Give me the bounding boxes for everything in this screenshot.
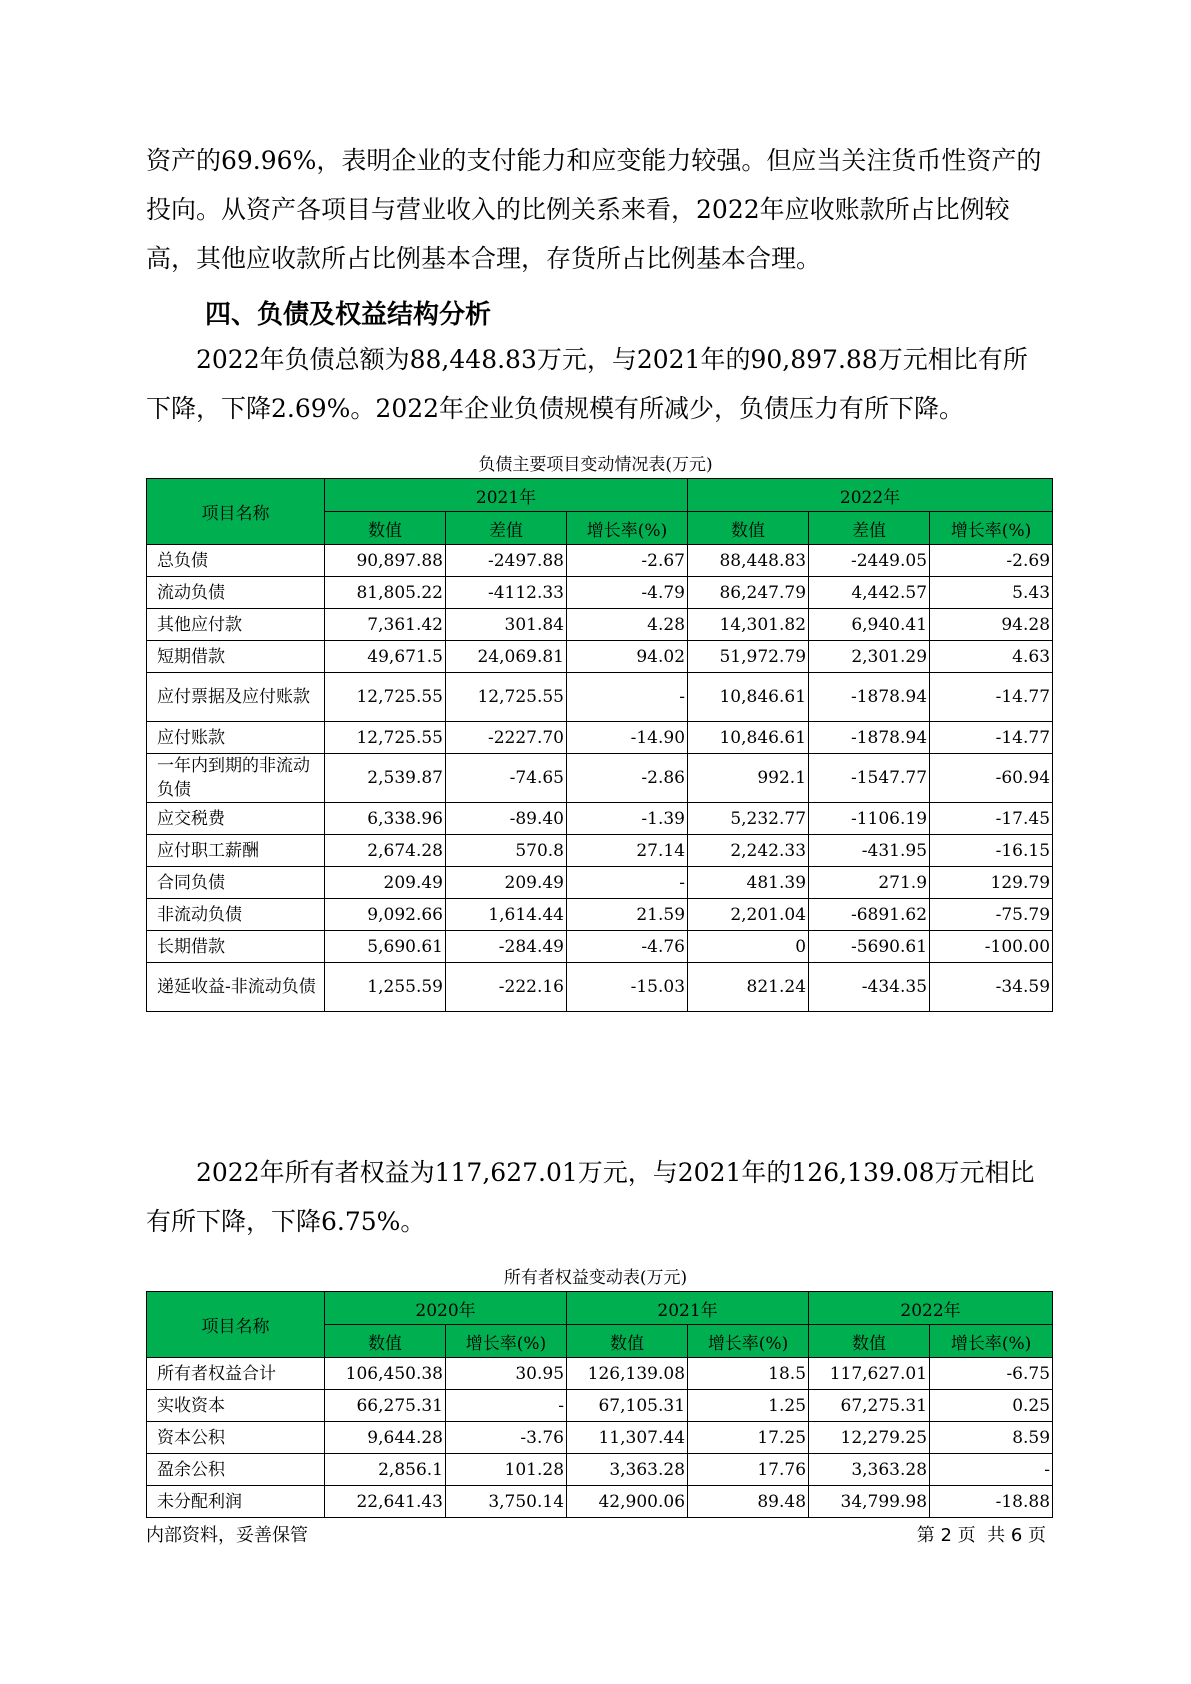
cell: 271.9: [809, 867, 930, 899]
cell: -: [567, 867, 688, 899]
table-row: [147, 722, 1053, 754]
cell: 106,450.38: [325, 1358, 446, 1390]
cell: -4.76: [567, 931, 688, 963]
cell: 0: [688, 931, 809, 963]
cell: -18.88: [930, 1486, 1053, 1518]
cell: 21.59: [567, 899, 688, 931]
header-growth: 增长率(%): [688, 1325, 809, 1358]
cell: -2449.05: [809, 545, 930, 577]
table-row: [147, 1454, 1053, 1486]
cell: -2.69: [930, 545, 1053, 577]
paragraph-assets-summary: 资产的69.96%，表明企业的支付能力和应变能力较强。但应当关注货币性资产的投向。从资产各项目与营业收入的比例关系来看，2022年应收账款所占比例较高，其他应收款所占比例基本合理，存货所占比例基本合理。: [146, 146, 1042, 273]
row-label: 应付账款: [147, 722, 325, 754]
cell: 6,338.96: [325, 803, 446, 835]
cell: -431.95: [809, 835, 930, 867]
cell: -2.67: [567, 545, 688, 577]
table-row: [147, 609, 1053, 641]
equity-table: [146, 1291, 1053, 1518]
table-caption-liabilities: 负债主要项目变动情况表(万元): [478, 455, 713, 475]
cell: 8.59: [930, 1422, 1053, 1454]
cell: -: [567, 673, 688, 722]
cell: 90,897.88: [325, 545, 446, 577]
cell: -1.39: [567, 803, 688, 835]
table-row: [147, 803, 1053, 835]
cell: 3,363.28: [809, 1454, 930, 1486]
header-year-2021: 2021年: [567, 1292, 809, 1325]
table-row: [147, 867, 1053, 899]
table-row: [147, 754, 1053, 803]
row-label: 长期借款: [147, 931, 325, 963]
cell: 30.95: [446, 1358, 567, 1390]
table-caption-equity: 所有者权益变动表(万元): [503, 1268, 688, 1288]
cell: 821.24: [688, 963, 809, 1012]
header-growth: 增长率(%): [446, 1325, 567, 1358]
cell: 3,363.28: [567, 1454, 688, 1486]
cell: 3,750.14: [446, 1486, 567, 1518]
table-row: [147, 1422, 1053, 1454]
cell: 94.02: [567, 641, 688, 673]
table-row: [147, 931, 1053, 963]
cell: -6891.62: [809, 899, 930, 931]
header-item-name: 项目名称: [147, 479, 325, 545]
row-label: 所有者权益合计: [147, 1358, 325, 1390]
cell: 209.49: [446, 867, 567, 899]
cell: 2,539.87: [325, 754, 446, 803]
table-row: [147, 545, 1053, 577]
cell: 2,242.33: [688, 835, 809, 867]
cell: 4.63: [930, 641, 1053, 673]
cell: -2227.70: [446, 722, 567, 754]
row-label: 其他应付款: [147, 609, 325, 641]
cell: 12,725.55: [446, 673, 567, 722]
cell: 1,255.59: [325, 963, 446, 1012]
cell: 2,674.28: [325, 835, 446, 867]
cell: 2,856.1: [325, 1454, 446, 1486]
header-growth: 增长率(%): [930, 1325, 1053, 1358]
cell: 301.84: [446, 609, 567, 641]
cell: 10,846.61: [688, 673, 809, 722]
cell: 17.76: [688, 1454, 809, 1486]
row-label: 应交税费: [147, 803, 325, 835]
row-label: 盈余公积: [147, 1454, 325, 1486]
header-diff: 差值: [809, 512, 930, 545]
header-year-2022: 2022年: [688, 479, 1053, 512]
table-row: [147, 1390, 1053, 1422]
cell: 67,105.31: [567, 1390, 688, 1422]
row-label: 递延收益-非流动负债: [147, 963, 325, 1012]
row-label: 实收资本: [147, 1390, 325, 1422]
cell: 42,900.06: [567, 1486, 688, 1518]
cell: -222.16: [446, 963, 567, 1012]
cell: 18.5: [688, 1358, 809, 1390]
footer-page-number: 第 2 页 共 6 页: [916, 1525, 1046, 1546]
cell: -14.90: [567, 722, 688, 754]
cell: 7,361.42: [325, 609, 446, 641]
cell: -1547.77: [809, 754, 930, 803]
cell: 24,069.81: [446, 641, 567, 673]
cell: 12,725.55: [325, 722, 446, 754]
cell: 14,301.82: [688, 609, 809, 641]
cell: -100.00: [930, 931, 1053, 963]
cell: -284.49: [446, 931, 567, 963]
cell: 570.8: [446, 835, 567, 867]
header-growth: 增长率(%): [567, 512, 688, 545]
cell: -6.75: [930, 1358, 1053, 1390]
paragraph-liabilities-summary: 2022年负债总额为88,448.83万元，与2021年的90,897.88万元相比有所下降，下降2.69%。2022年企业负债规模有所减少，负债压力有所下降。: [146, 345, 1028, 423]
header-value: 数值: [809, 1325, 930, 1358]
cell: 4.28: [567, 609, 688, 641]
cell: 27.14: [567, 835, 688, 867]
cell: 49,671.5: [325, 641, 446, 673]
cell: -: [446, 1390, 567, 1422]
table-row: [147, 1358, 1053, 1390]
cell: 88,448.83: [688, 545, 809, 577]
cell: 5.43: [930, 577, 1053, 609]
header-value: 数值: [567, 1325, 688, 1358]
header-item-name: 项目名称: [147, 1292, 325, 1358]
table-row: [147, 577, 1053, 609]
row-label: 应付票据及应付账款: [147, 673, 325, 722]
cell: 9,092.66: [325, 899, 446, 931]
cell: -60.94: [930, 754, 1053, 803]
cell: 12,279.25: [809, 1422, 930, 1454]
cell: -15.03: [567, 963, 688, 1012]
row-label: 合同负债: [147, 867, 325, 899]
table-row: [147, 963, 1053, 1012]
cell: 17.25: [688, 1422, 809, 1454]
row-label: 非流动负债: [147, 899, 325, 931]
paragraph-equity-summary: 2022年所有者权益为117,627.01万元，与2021年的126,139.08万元相比有所下降，下降6.75%。: [146, 1158, 1035, 1236]
cell: 66,275.31: [325, 1390, 446, 1422]
table-row: [147, 899, 1053, 931]
table-row: [147, 1486, 1053, 1518]
footer-confidential-note: 内部资料，妥善保管: [146, 1525, 308, 1546]
cell: -34.59: [930, 963, 1053, 1012]
table-row: [147, 835, 1053, 867]
row-label: 流动负债: [147, 577, 325, 609]
cell: -1878.94: [809, 722, 930, 754]
cell: 129.79: [930, 867, 1053, 899]
cell: -1878.94: [809, 673, 930, 722]
row-label: 未分配利润: [147, 1486, 325, 1518]
cell: 86,247.79: [688, 577, 809, 609]
row-label: 总负债: [147, 545, 325, 577]
cell: 34,799.98: [809, 1486, 930, 1518]
cell: 101.28: [446, 1454, 567, 1486]
table-row: [147, 673, 1053, 722]
cell: 10,846.61: [688, 722, 809, 754]
cell: 22,641.43: [325, 1486, 446, 1518]
cell: 6,940.41: [809, 609, 930, 641]
cell: 0.25: [930, 1390, 1053, 1422]
cell: -4112.33: [446, 577, 567, 609]
cell: 5,690.61: [325, 931, 446, 963]
cell: 481.39: [688, 867, 809, 899]
cell: -14.77: [930, 722, 1053, 754]
cell: -2497.88: [446, 545, 567, 577]
header-year-2021: 2021年: [325, 479, 688, 512]
row-label: 一年内到期的非流动负债: [147, 754, 325, 803]
liabilities-table: [146, 478, 1053, 1012]
header-growth: 增长率(%): [930, 512, 1053, 545]
cell: -89.40: [446, 803, 567, 835]
table-row: [147, 641, 1053, 673]
cell: 51,972.79: [688, 641, 809, 673]
cell: 2,201.04: [688, 899, 809, 931]
cell: -14.77: [930, 673, 1053, 722]
cell: 1,614.44: [446, 899, 567, 931]
cell: 1.25: [688, 1390, 809, 1422]
header-value: 数值: [325, 1325, 446, 1358]
header-diff: 差值: [446, 512, 567, 545]
cell: -17.45: [930, 803, 1053, 835]
cell: -: [930, 1454, 1053, 1486]
row-label: 资本公积: [147, 1422, 325, 1454]
cell: 5,232.77: [688, 803, 809, 835]
header-year-2020: 2020年: [325, 1292, 567, 1325]
cell: 94.28: [930, 609, 1053, 641]
cell: 4,442.57: [809, 577, 930, 609]
header-year-2022: 2022年: [809, 1292, 1053, 1325]
cell: -3.76: [446, 1422, 567, 1454]
header-value: 数值: [688, 512, 809, 545]
row-label: 应付职工薪酬: [147, 835, 325, 867]
cell: -434.35: [809, 963, 930, 1012]
cell: 89.48: [688, 1486, 809, 1518]
header-value: 数值: [325, 512, 446, 545]
cell: 2,301.29: [809, 641, 930, 673]
section-heading: 四、负债及权益结构分析: [205, 300, 492, 330]
cell: 81,805.22: [325, 577, 446, 609]
cell: 11,307.44: [567, 1422, 688, 1454]
cell: 117,627.01: [809, 1358, 930, 1390]
cell: -75.79: [930, 899, 1053, 931]
cell: 126,139.08: [567, 1358, 688, 1390]
cell: 992.1: [688, 754, 809, 803]
cell: -74.65: [446, 754, 567, 803]
cell: -2.86: [567, 754, 688, 803]
cell: -16.15: [930, 835, 1053, 867]
cell: 9,644.28: [325, 1422, 446, 1454]
cell: -5690.61: [809, 931, 930, 963]
cell: 67,275.31: [809, 1390, 930, 1422]
cell: 12,725.55: [325, 673, 446, 722]
row-label: 短期借款: [147, 641, 325, 673]
cell: -4.79: [567, 577, 688, 609]
cell: -1106.19: [809, 803, 930, 835]
cell: 209.49: [325, 867, 446, 899]
